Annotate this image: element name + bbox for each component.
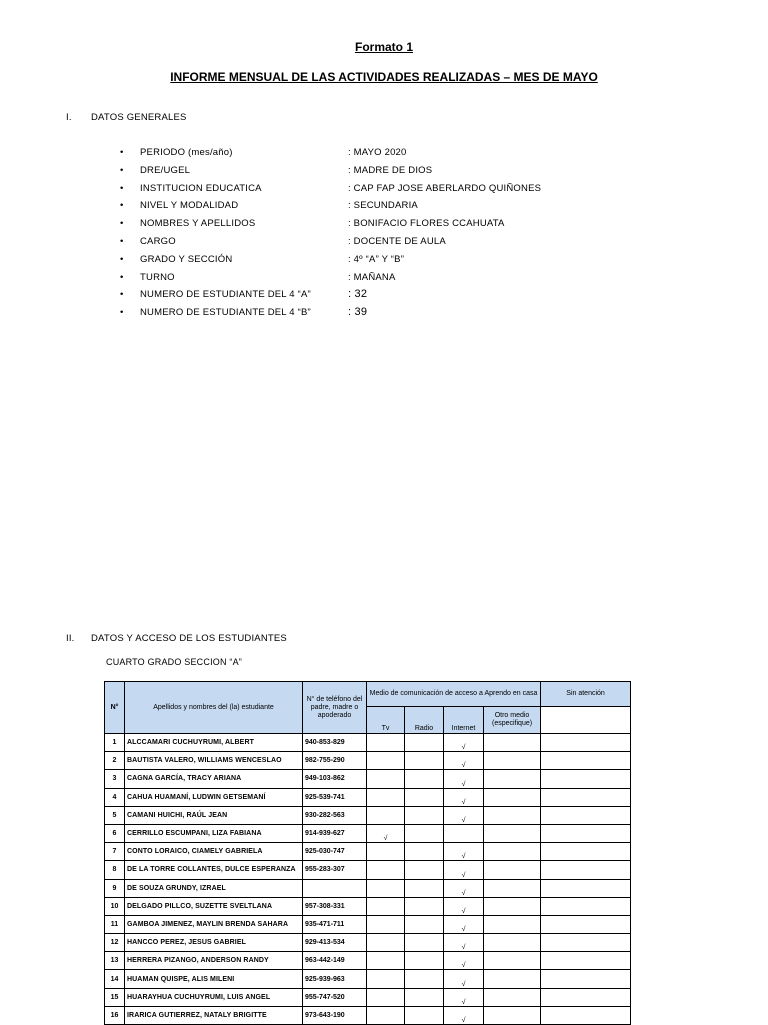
row-number: 7 bbox=[105, 843, 125, 861]
student-name: HUARAYHUA CUCHUYRUMI, LUIS ANGEL bbox=[125, 988, 303, 1006]
phone-number: 973-643-190 bbox=[303, 1006, 367, 1024]
other-medium-cell bbox=[484, 843, 541, 861]
row-number: 3 bbox=[105, 770, 125, 788]
tv-cell bbox=[367, 988, 405, 1006]
internet-cell: √ bbox=[444, 934, 484, 952]
tv-cell bbox=[367, 843, 405, 861]
tv-cell bbox=[367, 734, 405, 752]
table-row bbox=[105, 988, 631, 1006]
section-number: I. bbox=[66, 112, 72, 123]
phone-number: 957-308-331 bbox=[303, 897, 367, 915]
phone-number: 955-747-520 bbox=[303, 988, 367, 1006]
bullet-icon: • bbox=[120, 200, 124, 212]
other-medium-cell bbox=[484, 879, 541, 897]
tv-cell bbox=[367, 1006, 405, 1024]
table-row bbox=[105, 861, 631, 879]
student-name: HUAMAN QUISPE, ALIS MILENI bbox=[125, 970, 303, 988]
student-name: GAMBOA JIMENEZ, MAYLIN BRENDA SAHARA bbox=[125, 915, 303, 933]
info-row bbox=[120, 236, 640, 254]
no-attention-cell bbox=[541, 770, 631, 788]
student-name: CONTO LORAICO, CIAMELY GABRIELA bbox=[125, 843, 303, 861]
header-radio: Radio bbox=[405, 707, 444, 734]
internet-cell: √ bbox=[444, 915, 484, 933]
other-medium-cell bbox=[484, 970, 541, 988]
student-name: CAGNA GARCÍA, TRACY ARIANA bbox=[125, 770, 303, 788]
row-number: 4 bbox=[105, 788, 125, 806]
section-heading-student-access bbox=[66, 633, 287, 644]
table-row bbox=[105, 752, 631, 770]
info-value: : SECUNDARIA bbox=[348, 200, 418, 212]
info-label: DRE/UGEL bbox=[140, 164, 191, 176]
other-medium-cell bbox=[484, 788, 541, 806]
no-attention-cell bbox=[541, 897, 631, 915]
radio-cell bbox=[405, 861, 444, 879]
section-title: DATOS Y ACCESO DE LOS ESTUDIANTES bbox=[91, 633, 287, 644]
tv-cell bbox=[367, 915, 405, 933]
students-table-body bbox=[105, 734, 631, 1025]
student-name: CAHUA HUAMANÍ, LUDWIN GETSEMANÍ bbox=[125, 788, 303, 806]
other-medium-cell bbox=[484, 752, 541, 770]
tv-cell bbox=[367, 752, 405, 770]
internet-cell: √ bbox=[444, 806, 484, 824]
tv-cell bbox=[367, 770, 405, 788]
phone-number bbox=[303, 879, 367, 897]
radio-cell bbox=[405, 934, 444, 952]
internet-cell: √ bbox=[444, 952, 484, 970]
table-row bbox=[105, 770, 631, 788]
other-medium-cell bbox=[484, 952, 541, 970]
radio-cell bbox=[405, 734, 444, 752]
table-row bbox=[105, 824, 631, 842]
radio-cell bbox=[405, 752, 444, 770]
bullet-icon: • bbox=[120, 253, 124, 265]
document-title: Formato 1 bbox=[354, 40, 413, 54]
row-number: 6 bbox=[105, 824, 125, 842]
info-value: : 32 bbox=[348, 288, 368, 301]
internet-cell: √ bbox=[444, 970, 484, 988]
row-number: 10 bbox=[105, 897, 125, 915]
info-row bbox=[120, 289, 640, 307]
phone-number: 925-539-741 bbox=[303, 788, 367, 806]
student-name: DE SOUZA GRUNDY, IZRAEL bbox=[125, 879, 303, 897]
other-medium-cell bbox=[484, 861, 541, 879]
no-attention-cell bbox=[541, 952, 631, 970]
radio-cell bbox=[405, 824, 444, 842]
phone-number: 982-755-290 bbox=[303, 752, 367, 770]
bullet-icon: • bbox=[120, 235, 124, 247]
info-value: : DOCENTE DE AULA bbox=[348, 235, 446, 247]
other-medium-cell bbox=[484, 824, 541, 842]
internet-cell: √ bbox=[444, 843, 484, 861]
header-number: N° bbox=[105, 682, 125, 734]
phone-number: 929-413-534 bbox=[303, 934, 367, 952]
internet-cell: √ bbox=[444, 861, 484, 879]
header-student-name: Apellidos y nombres del (la) estudiante bbox=[125, 682, 303, 734]
header-tv: Tv bbox=[367, 707, 405, 734]
header-no-attention-blank bbox=[541, 707, 631, 734]
info-label: GRADO Y SECCIÓN bbox=[140, 253, 233, 265]
other-medium-cell bbox=[484, 988, 541, 1006]
info-label: NUMERO DE ESTUDIANTE DEL 4 “B” bbox=[140, 307, 311, 319]
other-medium-cell bbox=[484, 897, 541, 915]
table-row bbox=[105, 734, 631, 752]
row-number: 11 bbox=[105, 915, 125, 933]
table-row bbox=[105, 806, 631, 824]
table-row bbox=[105, 843, 631, 861]
info-row bbox=[120, 218, 640, 236]
bullet-icon: • bbox=[120, 271, 124, 283]
radio-cell bbox=[405, 788, 444, 806]
info-row bbox=[120, 272, 640, 290]
no-attention-cell bbox=[541, 934, 631, 952]
table-row bbox=[105, 1006, 631, 1024]
table-row bbox=[105, 970, 631, 988]
row-number: 2 bbox=[105, 752, 125, 770]
tv-cell: √ bbox=[367, 824, 405, 842]
no-attention-cell bbox=[541, 861, 631, 879]
tv-cell bbox=[367, 934, 405, 952]
section-title: DATOS GENERALES bbox=[91, 112, 187, 123]
general-data-list bbox=[120, 147, 640, 325]
internet-cell: √ bbox=[444, 752, 484, 770]
info-label: NUMERO DE ESTUDIANTE DEL 4 “A” bbox=[140, 289, 311, 301]
header-no-attention: Sin atención bbox=[541, 682, 631, 707]
row-number: 16 bbox=[105, 1006, 125, 1024]
phone-number: 925-030-747 bbox=[303, 843, 367, 861]
document-subtitle: INFORME MENSUAL DE LAS ACTIVIDADES REALIZADAS – MES DE MAYO bbox=[170, 70, 598, 84]
bullet-icon: • bbox=[120, 182, 124, 194]
table-row bbox=[105, 915, 631, 933]
info-value: : CAP FAP JOSE ABERLARDO QUIÑONES bbox=[348, 182, 542, 194]
student-name: DELGADO PILLCO, SUZETTE SVELTLANA bbox=[125, 897, 303, 915]
row-number: 13 bbox=[105, 952, 125, 970]
info-row bbox=[120, 254, 640, 272]
bullet-icon: • bbox=[120, 289, 124, 301]
radio-cell bbox=[405, 806, 444, 824]
header-phone: N° de teléfono del padre, madre o apoderado bbox=[303, 682, 367, 734]
row-number: 14 bbox=[105, 970, 125, 988]
table-row bbox=[105, 952, 631, 970]
no-attention-cell bbox=[541, 1006, 631, 1024]
info-row bbox=[120, 183, 640, 201]
internet-cell: √ bbox=[444, 770, 484, 788]
tv-cell bbox=[367, 861, 405, 879]
info-label: NIVEL Y MODALIDAD bbox=[140, 200, 239, 212]
table-row bbox=[105, 934, 631, 952]
no-attention-cell bbox=[541, 879, 631, 897]
bullet-icon: • bbox=[120, 164, 124, 176]
radio-cell bbox=[405, 897, 444, 915]
other-medium-cell bbox=[484, 1006, 541, 1024]
bullet-icon: • bbox=[120, 147, 124, 158]
section-heading-general-data bbox=[66, 112, 187, 123]
no-attention-cell bbox=[541, 734, 631, 752]
info-value: : BONIFACIO FLORES CCAHUATA bbox=[348, 218, 505, 230]
no-attention-cell bbox=[541, 988, 631, 1006]
no-attention-cell bbox=[541, 752, 631, 770]
radio-cell bbox=[405, 770, 444, 788]
other-medium-cell bbox=[484, 806, 541, 824]
internet-cell: √ bbox=[444, 879, 484, 897]
info-label: TURNO bbox=[140, 271, 175, 283]
student-name: HANCCO PEREZ, JESUS GABRIEL bbox=[125, 934, 303, 952]
tv-cell bbox=[367, 788, 405, 806]
phone-number: 930-282-563 bbox=[303, 806, 367, 824]
info-value: : MAYO 2020 bbox=[348, 147, 407, 158]
table-row bbox=[105, 788, 631, 806]
info-value: : MAÑANA bbox=[348, 271, 396, 283]
internet-cell: √ bbox=[444, 1006, 484, 1024]
no-attention-cell bbox=[541, 970, 631, 988]
radio-cell bbox=[405, 1006, 444, 1024]
students-table bbox=[104, 681, 631, 1025]
no-attention-cell bbox=[541, 915, 631, 933]
radio-cell bbox=[405, 988, 444, 1006]
tv-cell bbox=[367, 952, 405, 970]
row-number: 1 bbox=[105, 734, 125, 752]
info-label: PERIODO (mes/año) bbox=[140, 147, 233, 158]
phone-number: 935-471-711 bbox=[303, 915, 367, 933]
radio-cell bbox=[405, 915, 444, 933]
phone-number: 949-103-862 bbox=[303, 770, 367, 788]
student-name: DE LA TORRE COLLANTES, DULCE ESPERANZA bbox=[125, 861, 303, 879]
internet-cell bbox=[444, 824, 484, 842]
info-value: : 4º “A” Y “B” bbox=[348, 253, 405, 265]
radio-cell bbox=[405, 843, 444, 861]
phone-number: 963-442-149 bbox=[303, 952, 367, 970]
radio-cell bbox=[405, 879, 444, 897]
student-name: IRARICA GUTIERREZ, NATALY BRIGITTE bbox=[125, 1006, 303, 1024]
table-row bbox=[105, 879, 631, 897]
other-medium-cell bbox=[484, 734, 541, 752]
tv-cell bbox=[367, 879, 405, 897]
other-medium-cell bbox=[484, 934, 541, 952]
phone-number: 955-283-307 bbox=[303, 861, 367, 879]
internet-cell: √ bbox=[444, 897, 484, 915]
student-name: CERRILLO ESCUMPANI, LIZA FABIANA bbox=[125, 824, 303, 842]
no-attention-cell bbox=[541, 843, 631, 861]
student-name: CAMANI HUICHI, RAÚL JEAN bbox=[125, 806, 303, 824]
info-label: INSTITUCION EDUCATICA bbox=[140, 182, 262, 194]
other-medium-cell bbox=[484, 915, 541, 933]
phone-number: 914-939-627 bbox=[303, 824, 367, 842]
internet-cell: √ bbox=[444, 788, 484, 806]
student-name: ALCCAMARI CUCHUYRUMI, ALBERT bbox=[125, 734, 303, 752]
header-other-medium: Otro medio (especifique) bbox=[484, 707, 541, 734]
internet-cell: √ bbox=[444, 988, 484, 1006]
row-number: 12 bbox=[105, 934, 125, 952]
tv-cell bbox=[367, 970, 405, 988]
bullet-icon: • bbox=[120, 307, 124, 319]
info-label: CARGO bbox=[140, 235, 176, 247]
info-label: NOMBRES Y APELLIDOS bbox=[140, 218, 256, 230]
row-number: 9 bbox=[105, 879, 125, 897]
grade-section-heading: CUARTO GRADO SECCION “A” bbox=[106, 657, 242, 667]
phone-number: 940-853-829 bbox=[303, 734, 367, 752]
radio-cell bbox=[405, 970, 444, 988]
phone-number: 925-939-963 bbox=[303, 970, 367, 988]
no-attention-cell bbox=[541, 824, 631, 842]
table-row bbox=[105, 897, 631, 915]
bullet-icon: • bbox=[120, 218, 124, 230]
tv-cell bbox=[367, 897, 405, 915]
student-name: BAUTISTA VALERO, WILLIAMS WENCESLAO bbox=[125, 752, 303, 770]
other-medium-cell bbox=[484, 770, 541, 788]
header-media-access: Medio de comunicación de acceso a Aprendo en casa bbox=[367, 682, 541, 707]
header-internet: Internet bbox=[444, 707, 484, 734]
row-number: 8 bbox=[105, 861, 125, 879]
info-value: : 39 bbox=[348, 306, 368, 319]
tv-cell bbox=[367, 806, 405, 824]
info-value: : MADRE DE DIOS bbox=[348, 164, 433, 176]
row-number: 15 bbox=[105, 988, 125, 1006]
info-row bbox=[120, 165, 640, 183]
section-number: II. bbox=[66, 633, 75, 644]
info-row bbox=[120, 200, 640, 218]
info-row bbox=[120, 147, 640, 165]
no-attention-cell bbox=[541, 806, 631, 824]
info-row bbox=[120, 307, 640, 325]
radio-cell bbox=[405, 952, 444, 970]
internet-cell: √ bbox=[444, 734, 484, 752]
row-number: 5 bbox=[105, 806, 125, 824]
no-attention-cell bbox=[541, 788, 631, 806]
student-name: HERRERA PIZANGO, ANDERSON RANDY bbox=[125, 952, 303, 970]
